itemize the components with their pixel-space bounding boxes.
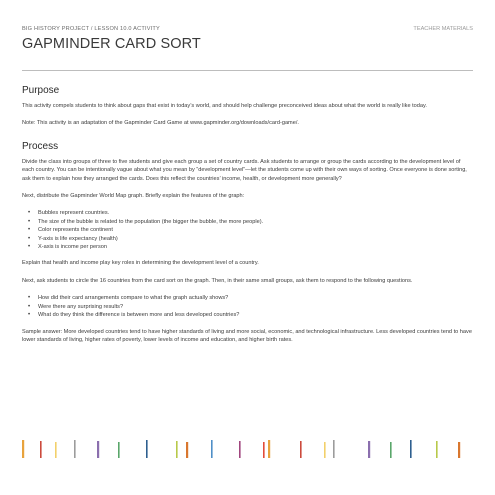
- footer-stripe: [300, 441, 302, 458]
- footer-stripe: [55, 442, 57, 458]
- list-item: • Were there any surprising results?: [32, 303, 474, 311]
- process-paragraph: Explain that health and income play key roles in determining the development level of a country.: [22, 260, 259, 267]
- footer-stripe: [458, 442, 460, 458]
- footer-stripe: [146, 440, 148, 458]
- discussion-questions-list: [22, 294, 474, 319]
- purpose-paragraph: This activity compels students to think about gaps that exist in today’s world, and should help challenge preconceived ideas about what the world is really like today.: [22, 103, 427, 109]
- page-header: [22, 26, 473, 71]
- footer-stripe: [22, 440, 24, 458]
- document-body: [22, 85, 474, 353]
- footer-stripe: [368, 441, 370, 458]
- footer-stripe: [176, 441, 178, 458]
- footer-stripe: [97, 441, 99, 458]
- footer-stripe: [324, 442, 326, 458]
- list-item: • The size of the bubble is related to the population (the bigger the bubble, the more people).: [32, 218, 474, 226]
- footer-stripe: [186, 442, 188, 458]
- footer-stripe: [390, 442, 392, 458]
- footer-stripe: [239, 441, 241, 458]
- footer-stripe: [263, 442, 265, 458]
- footer-stripe: [268, 440, 270, 458]
- purpose-note: Note: This activity is an adaptation of the Gapminder Card Game at www.gapminder.org/downloads/card-game/.: [22, 120, 299, 127]
- graph-features-list: [22, 209, 474, 251]
- list-item: • Bubbles represent countries.: [32, 209, 474, 217]
- teacher-materials-label: TEACHER MATERIALS: [413, 26, 473, 32]
- purpose-section: [22, 85, 474, 128]
- footer-stripe: [211, 440, 213, 458]
- footer-stripe: [410, 440, 412, 458]
- footer-stripe: [74, 440, 76, 458]
- page-title: GAPMINDER CARD SORT: [22, 36, 201, 52]
- list-item: • Color represents the continent: [32, 226, 474, 234]
- lesson-kicker: BIG HISTORY PROJECT / LESSON 10.0 ACTIVITY: [22, 26, 160, 32]
- process-section: [22, 141, 474, 345]
- sample-answer: Sample answer: More developed countries tend to have higher standards of living and more social, economic, and technological infrastructure. Less developed countries tend to have lower standards of living, higher rates of poverty, lower levels of income and education, and higher birth rates.: [22, 328, 472, 343]
- list-item: • Y-axis is life expectancy (health): [32, 235, 474, 243]
- footer-stripe: [436, 441, 438, 458]
- process-paragraph: Divide the class into groups of three to five students and give each group a set of country cards. Ask students to arrange or group the cards according to the development level of each country. You can be intentionally vague about what you mean by “development level”—let the students come up with their own ways of sorting. Once everyone is done sorting, ask them to explain how they arranged the cards. Does this reflect the countries’ income, health, or development more generally?: [22, 158, 467, 182]
- footer-stripe: [118, 442, 120, 458]
- list-item: • How did their card arrangements compare to what the graph actually shows?: [32, 294, 474, 302]
- process-heading: Process: [22, 140, 59, 152]
- footer-stripe: [333, 440, 335, 458]
- purpose-heading: Purpose: [22, 85, 60, 96]
- process-paragraph: Next, distribute the Gapminder World Map graph. Briefly explain the features of the graph:: [22, 193, 245, 200]
- list-item: • X-axis is income per person: [32, 243, 474, 251]
- process-paragraph: Next, ask students to circle the 16 countries from the card sort on the graph. Then, in their same small groups, ask them to respond to the following questions.: [22, 277, 413, 284]
- list-item: • What do they think the difference is between more and less developed countries?: [32, 311, 474, 319]
- footer-stripe: [40, 441, 42, 458]
